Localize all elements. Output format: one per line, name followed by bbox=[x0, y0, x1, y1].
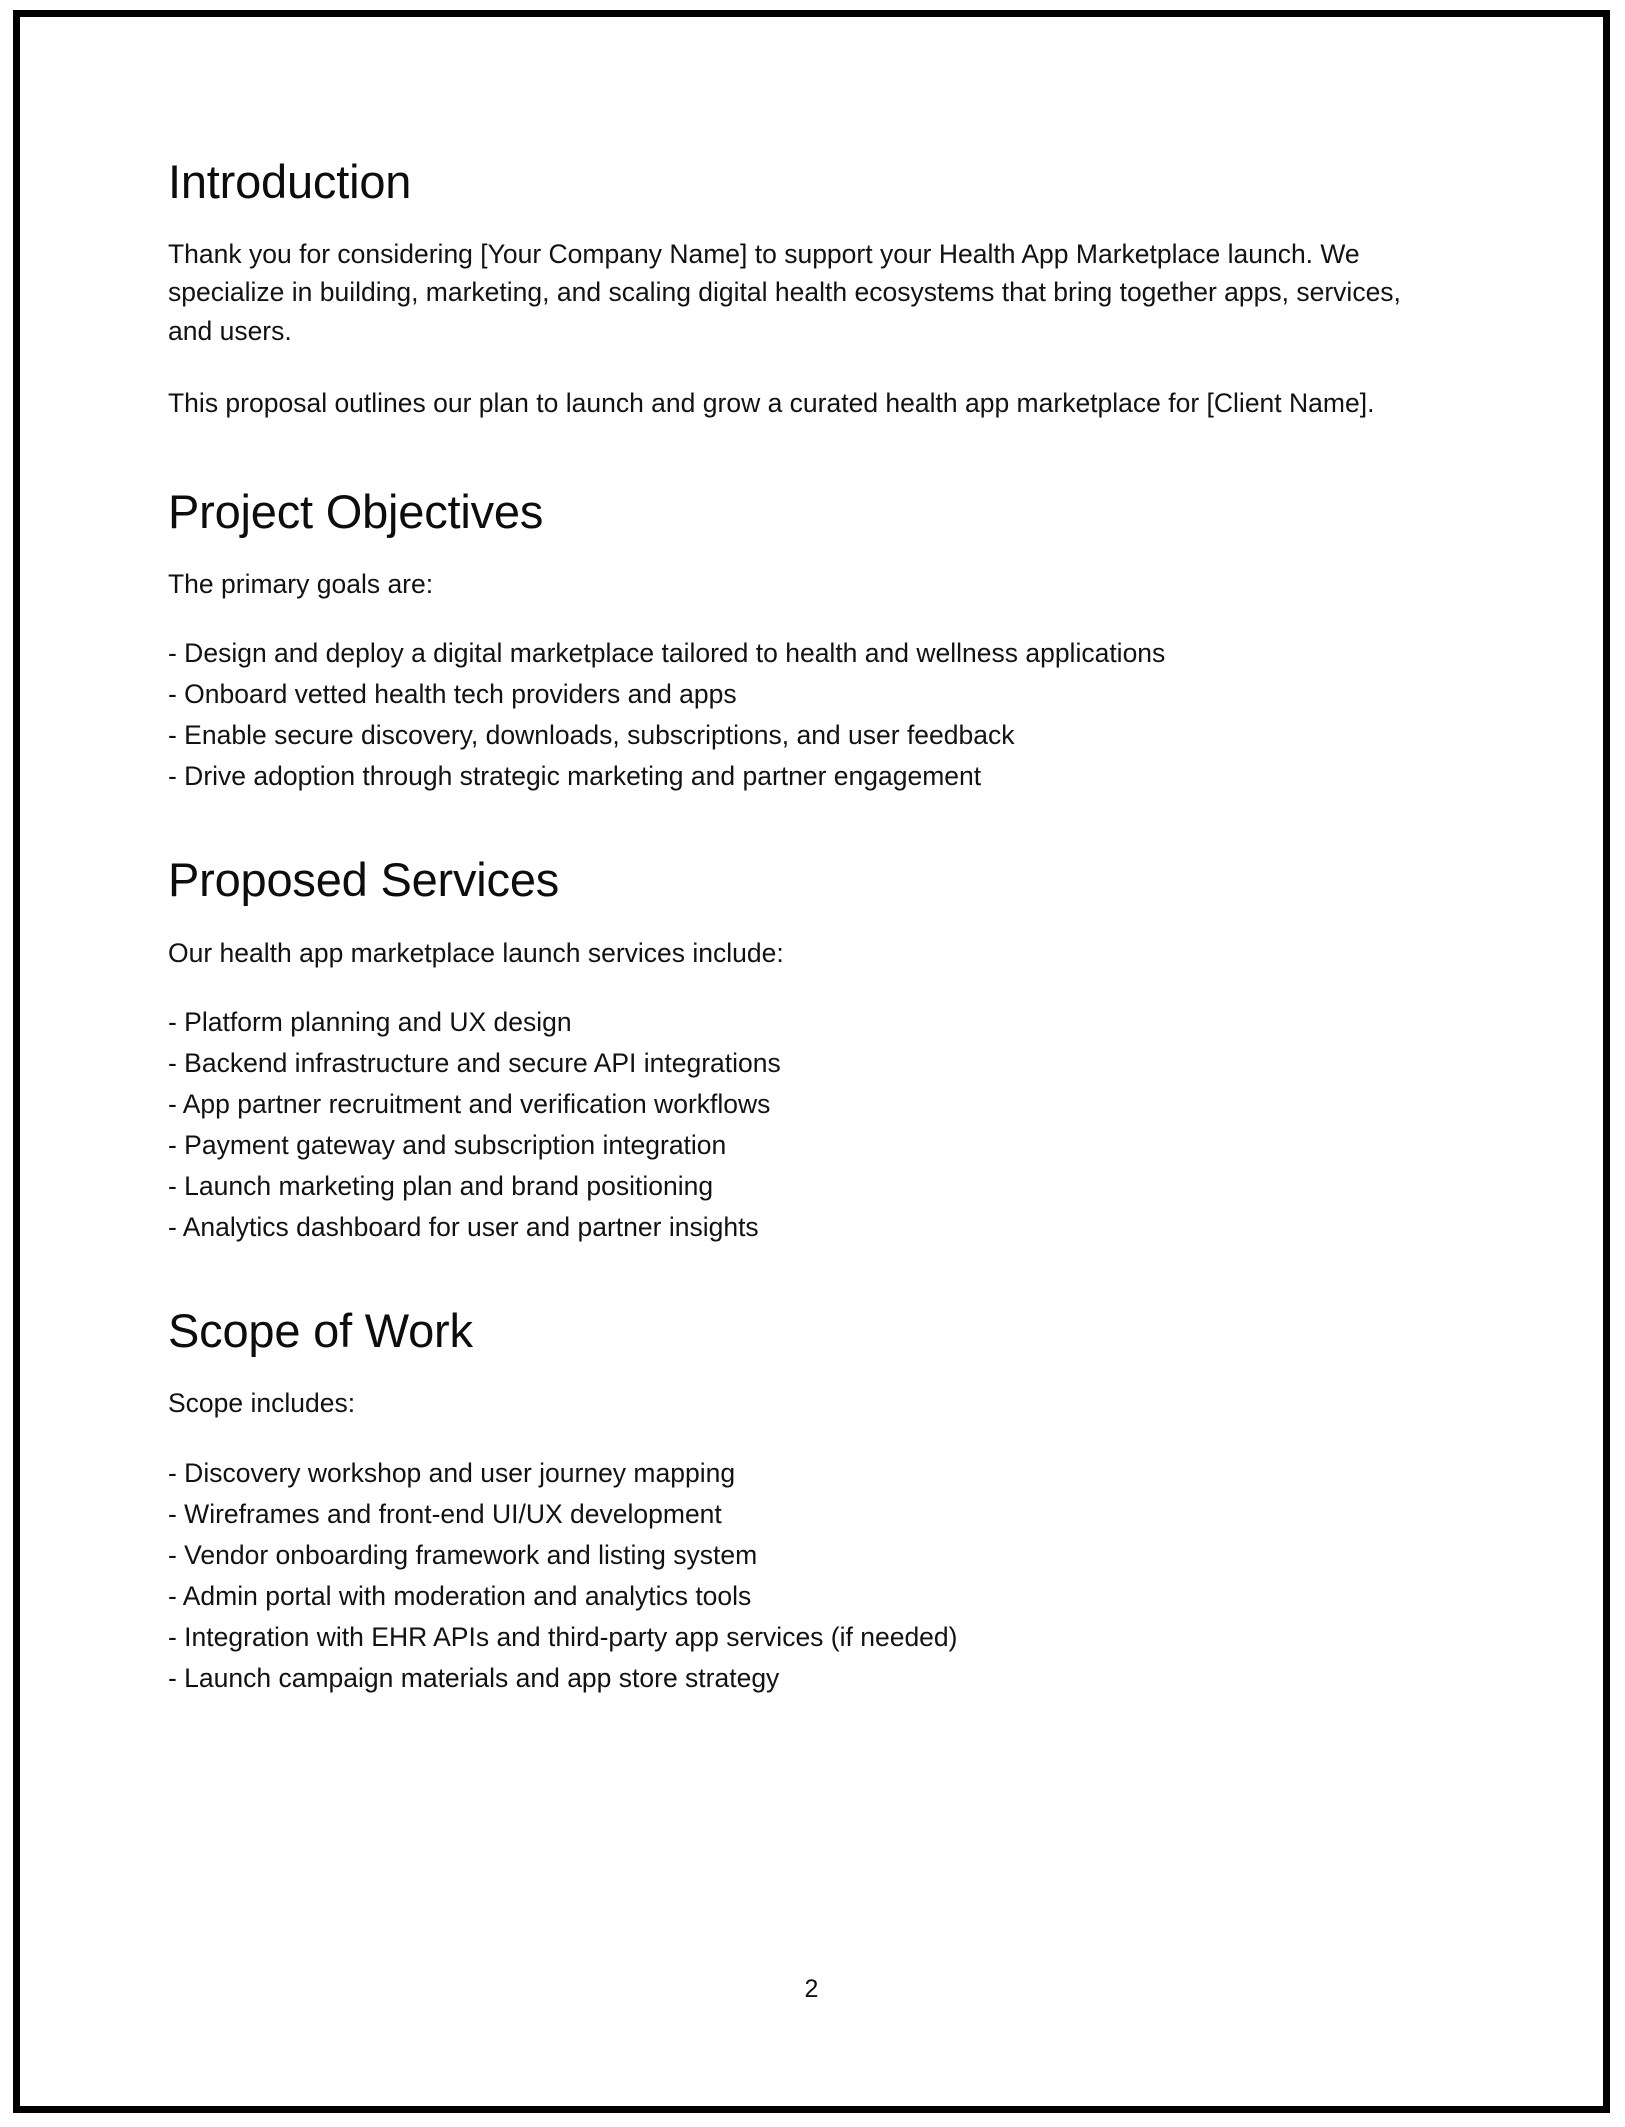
paragraph-scope-of-work-intro: Scope includes: bbox=[168, 1388, 356, 1419]
list-item: - Integration with EHR APIs and third-party app services (if needed) bbox=[168, 1622, 958, 1653]
list-item: - Drive adoption through strategic marketing and partner engagement bbox=[168, 761, 982, 792]
list-item: - Wireframes and front-end UI/UX development bbox=[168, 1498, 722, 1529]
paragraph-project-objectives-intro: The primary goals are: bbox=[168, 568, 434, 599]
list-item: - Admin portal with moderation and analytics tools bbox=[168, 1580, 752, 1611]
list-item: - App partner recruitment and verification workflows bbox=[168, 1089, 771, 1120]
list-item: - Analytics dashboard for user and partner insights bbox=[168, 1212, 759, 1243]
list-item: - Enable secure discovery, downloads, subscriptions, and user feedback bbox=[168, 720, 1015, 751]
section-project-objectives bbox=[168, 485, 1468, 798]
paragraph-introduction-2: This proposal outlines our plan to launch and grow a curated health app marketplace for [Client Name]. bbox=[168, 388, 1375, 419]
list-project-objectives bbox=[168, 633, 1468, 797]
section-proposed-services bbox=[168, 853, 1468, 1248]
heading-introduction: Introduction bbox=[168, 155, 412, 208]
list-item: - Platform planning and UX design bbox=[168, 1006, 572, 1037]
page-border-frame bbox=[13, 10, 1610, 2113]
heading-scope-of-work: Scope of Work bbox=[168, 1304, 473, 1358]
list-item: - Vendor onboarding framework and listing system bbox=[168, 1539, 758, 1570]
heading-proposed-services: Proposed Services bbox=[168, 853, 560, 907]
list-item: - Backend infrastructure and secure API integrations bbox=[168, 1047, 781, 1078]
page-number: 2 bbox=[804, 1975, 819, 2003]
list-item: - Onboard vetted health tech providers and apps bbox=[168, 679, 737, 710]
document-page bbox=[20, 17, 1603, 2106]
paragraph-proposed-services-intro: Our health app marketplace launch services include: bbox=[168, 937, 784, 968]
list-item: - Launch campaign materials and app store strategy bbox=[168, 1663, 780, 1694]
list-item: - Design and deploy a digital marketplace tailored to health and wellness applications bbox=[168, 638, 1166, 669]
list-item: - Discovery workshop and user journey mapping bbox=[168, 1457, 736, 1488]
list-proposed-services bbox=[168, 1002, 1468, 1248]
document-body bbox=[168, 155, 1468, 1699]
list-item: - Launch marketing plan and brand positioning bbox=[168, 1171, 714, 1202]
paragraph-introduction-1: Thank you for considering [Your Company Name] to support your Health App Marketplace launch. We specialize in building, marketing, and scaling digital health ecosystems that bring together apps, services, and users. bbox=[168, 239, 1401, 346]
list-scope-of-work bbox=[168, 1453, 1468, 1699]
heading-project-objectives: Project Objectives bbox=[168, 484, 544, 538]
section-scope-of-work bbox=[168, 1304, 1468, 1699]
section-introduction bbox=[168, 155, 1468, 423]
list-item: - Payment gateway and subscription integration bbox=[168, 1130, 727, 1161]
